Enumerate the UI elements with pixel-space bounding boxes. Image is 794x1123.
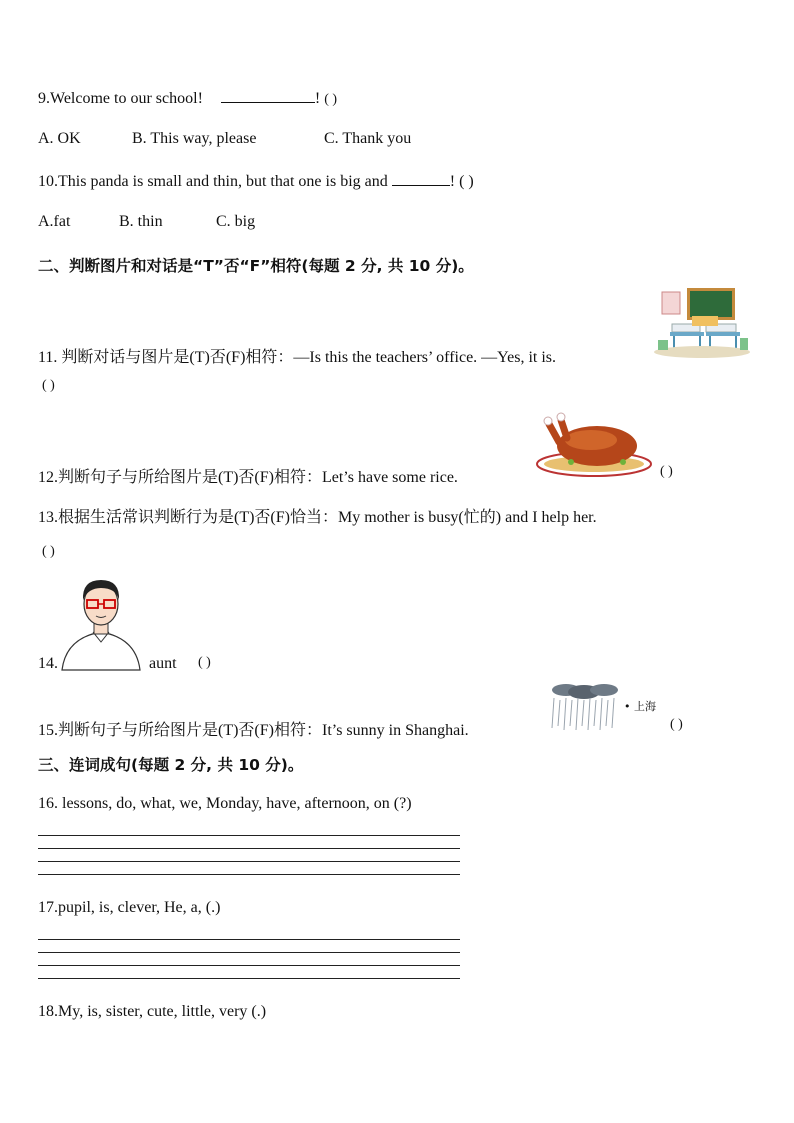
rain-weather-image xyxy=(548,682,620,732)
option-b: B. thin xyxy=(119,213,163,230)
question-17-text: 17.pupil, is, clever, He, a, (.) xyxy=(38,899,221,916)
question-14-number: 14. xyxy=(38,655,58,672)
city-label: • 上海 xyxy=(624,700,656,713)
answer-blank[interactable] xyxy=(392,171,450,186)
option-b: B. This way, please xyxy=(132,130,257,147)
answer-line[interactable] xyxy=(38,835,460,836)
answer-line[interactable] xyxy=(38,978,460,979)
question-10-text: 10.This panda is small and thin, but that one is big and xyxy=(38,173,388,190)
question-18-text: 18.My, is, sister, cute, little, very (.) xyxy=(38,1003,267,1020)
answer-paren[interactable]: ( ) xyxy=(670,717,683,732)
option-c: C. big xyxy=(216,213,256,230)
answer-paren[interactable]: ( ) xyxy=(42,378,55,393)
answer-paren[interactable]: ( ) xyxy=(198,655,211,670)
classroom-image xyxy=(652,284,752,360)
roast-turkey-image xyxy=(535,412,653,480)
answer-line[interactable] xyxy=(38,939,460,940)
answer-paren[interactable]: ( ) xyxy=(324,92,338,107)
answer-paren[interactable]: ( ) xyxy=(459,173,474,190)
answer-line[interactable] xyxy=(38,965,460,966)
option-c: C. Thank you xyxy=(324,130,412,147)
question-13-text: 13.根据生活常识判断行为是(T)否(F)恰当：My mother is busy(忙的) and I help her. xyxy=(38,509,597,526)
answer-paren[interactable]: ( ) xyxy=(660,464,673,479)
option-a: A. OK xyxy=(38,130,81,147)
question-14-word: aunt xyxy=(149,655,177,672)
question-9-text: 9.Welcome to our school! xyxy=(38,90,203,107)
section-2-title: 二、判断图片和对话是“T”否“F”相符(每题 2 分, 共 10 分)。 xyxy=(38,257,474,275)
answer-blank[interactable] xyxy=(221,88,315,103)
answer-line[interactable] xyxy=(38,952,460,953)
section-3-title: 三、连词成句(每题 2 分, 共 10 分)。 xyxy=(38,756,304,774)
question-11-text: 11. 判断对话与图片是(T)否(F)相符：—Is this the teachers’ office. —Yes, it is. xyxy=(38,349,557,366)
option-a: A.fat xyxy=(38,213,71,230)
answer-line[interactable] xyxy=(38,874,460,875)
question-10-tail: ! xyxy=(449,173,456,190)
question-16-text: 16. lessons, do, what, we, Monday, have, afternoon, on (?) xyxy=(38,795,412,812)
answer-line[interactable] xyxy=(38,848,460,849)
man-with-glasses-image xyxy=(60,574,142,672)
answer-line[interactable] xyxy=(38,861,460,862)
question-9 xyxy=(38,88,337,108)
question-15-text: 15.判断句子与所给图片是(T)否(F)相符：It’s sunny in Shanghai. xyxy=(38,722,469,739)
question-12-text: 12.判断句子与所给图片是(T)否(F)相符：Let’s have some rice. xyxy=(38,469,458,486)
question-9-tail: ! xyxy=(314,90,321,107)
question-10 xyxy=(38,171,474,191)
answer-paren[interactable]: ( ) xyxy=(42,544,55,559)
